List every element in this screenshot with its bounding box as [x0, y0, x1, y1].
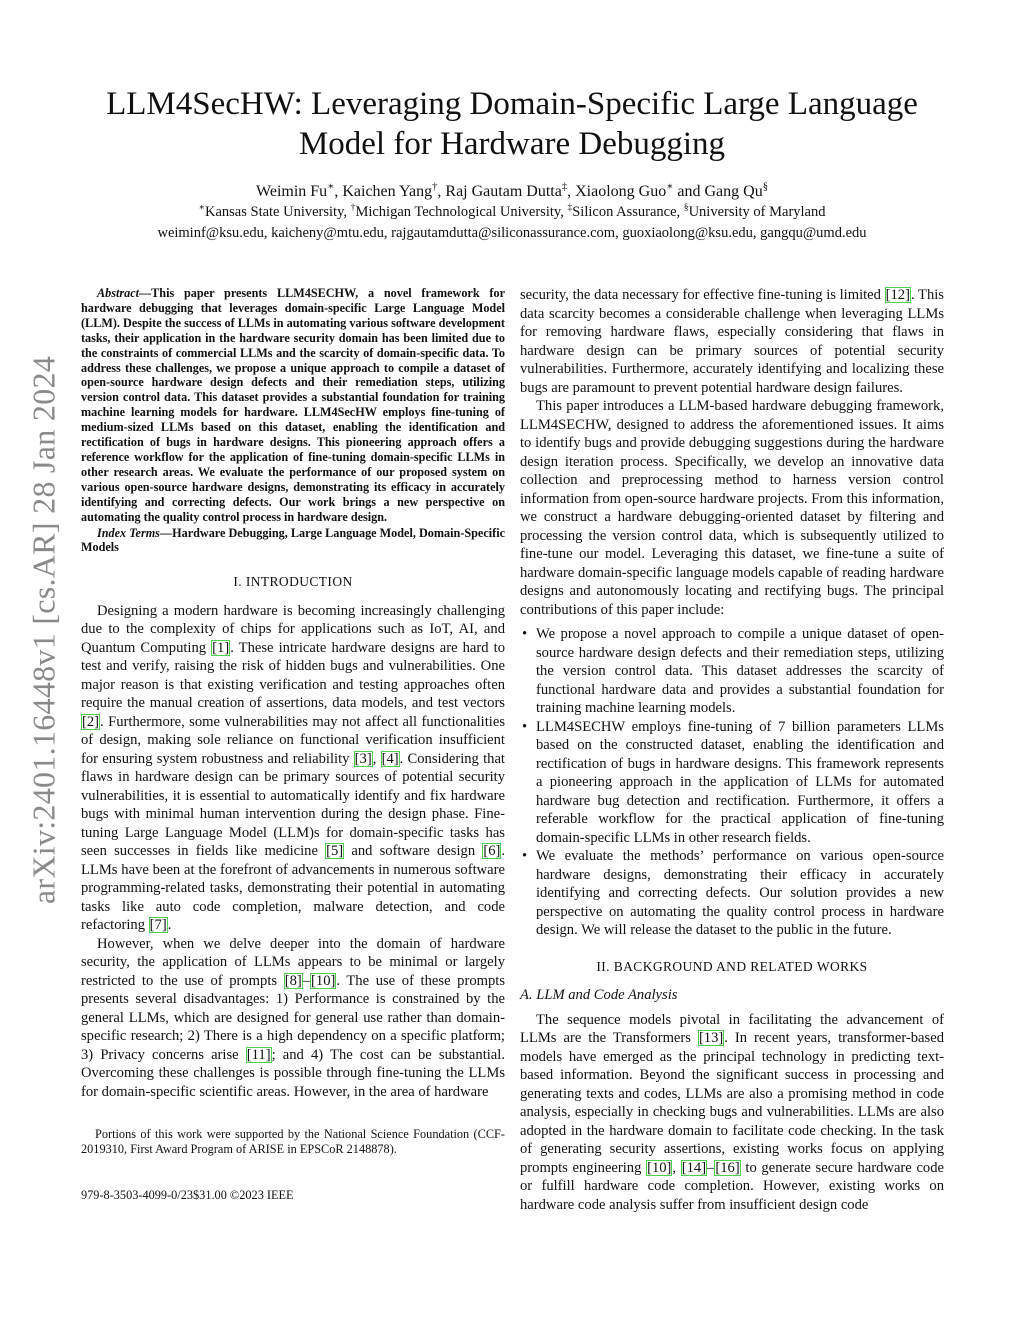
affiliations — [80, 203, 944, 222]
citation-link[interactable]: [13] — [698, 1030, 724, 1046]
text: security, the data necessary for effective fine-tuning is limited — [520, 287, 885, 303]
right-paragraph-1 — [520, 286, 944, 397]
text: . This data scarcity becomes a considerable challenge when leveraging LLMs for removing hardware flaws, especially considering that flaws in hardware design can be primary sources of potential security vulnerabilities. Furthermore, accurately identifying and localizing these bugs are paramount to prevent potential hardware design failures. — [520, 287, 944, 396]
framework-name: LLM4S — [276, 286, 318, 300]
citation-link[interactable]: [7] — [149, 917, 167, 934]
text: . LLMs have been at the forefront of advancements in numerous software programming-related tasks, demonstrating their potential in automating tasks like auto code completion, malware detection, and code refactoring — [81, 843, 506, 934]
text: , designed to address the aforementioned issues. It aims to identify bugs and provide debugging suggestions during the hardware design iteration process. Specifically, we develop an innovative data collection and preprocessing method to harness version control information from open-source hardware projects. From this information, we construct a hardware debugging-oriented dataset by filtering and processing the version control data, which is subsequently utilized to fine-tune our model. Leveraging this dataset, we fine-tune a suite of hardware domain-specific language models capable of reading hardware designs and autonomously locating and rectifying bugs. The principal contributions of this paper include: — [520, 416, 944, 618]
citation-link[interactable]: [5] — [326, 843, 344, 860]
section-title: W — [816, 958, 830, 974]
contribution-item — [520, 625, 944, 718]
bullet-marker: • — [522, 626, 528, 642]
section-number: II. — [596, 958, 614, 974]
author-4: , Xiaolong Guo — [567, 183, 667, 200]
citation-link[interactable]: [10] — [647, 1159, 672, 1176]
framework-name: LLM4S — [536, 718, 583, 735]
contribution-item — [520, 718, 944, 848]
title-line-1: LLM4SecHW: Leveraging Domain-Specific Large Language — [106, 86, 918, 122]
affil-text: University of Maryland — [688, 204, 826, 220]
citation-link[interactable]: [10] — [311, 972, 336, 989]
text: to generate secure hardware code or fulfill hardware code completion. However, existing works on hardware code analysis suffer from insufficient design code — [520, 1159, 944, 1213]
framework-name: HW — [584, 416, 608, 433]
contribution-list — [520, 625, 944, 940]
citation-link[interactable]: [16] — [715, 1159, 740, 1176]
citation-link[interactable]: [14] — [681, 1159, 707, 1176]
text: . — [167, 917, 172, 934]
section-heading-introduction — [81, 573, 505, 592]
right-column — [520, 286, 944, 1214]
subsection-heading: A. LLM and Code Analysis — [520, 987, 678, 1003]
section-title: I — [245, 574, 251, 590]
intro-paragraph-2 — [81, 935, 505, 1102]
index-terms-label: Index Terms — [97, 525, 160, 540]
text: We evaluate the methods’ performance on various open-source hardware designs, demonstrating their efficacy in accurately identifying and correcting defects. Our solution provides a new perspective on automating the quality control process in hardware design. We will release the dataset to the public in the future. — [536, 848, 944, 938]
author-mark: † — [432, 181, 438, 193]
text: We propose a novel approach to compile a unique dataset of open-source hardware design defects and their remediation steps, utilizing the version control data. This dataset addresses the scarcity of functional hardware data and provides a substantial foundation for training machine learning models. — [536, 626, 944, 716]
author-2: , Kaichen Yang — [334, 183, 433, 200]
author-emails: weiminf@ksu.edu, kaicheny@mtu.edu, rajgautamdutta@siliconassurance.com, guoxiaolong@ksu.edu, gangqu@umd.edu — [157, 225, 867, 241]
text: The sequence models pivotal in facilitating the advancement of LLMs are the Transformers — [520, 1011, 944, 1046]
bullet-marker: • — [522, 848, 528, 864]
bullet-marker: • — [522, 718, 528, 735]
author-1: Weimin Fu — [256, 183, 328, 200]
arxiv-stamp — [14, 270, 74, 990]
section-title: B — [613, 958, 624, 974]
text: . Considering that flaws in hardware design can be primary sources of potential security vulnerabilities, it is essential to automatically identify and fix hardware bugs with minimal human intervention during the design phase. Fine-tuning Large Language Model (LLM)s for domain-specific tasks has seen successes in fields like medicine — [81, 750, 505, 860]
abstract-label: Abstract — [97, 286, 139, 300]
author-3: , Raj Gautam Dutta — [437, 183, 562, 200]
text: . The use of these prompts presents several disadvantages: 1) Performance is constrained by the general LLMs, which are designed for general use rather than domain-specific research; 2) There is a high dependency on a specific platform; 3) Privacy concerns arise — [81, 972, 506, 1063]
right-paragraph-2 — [520, 397, 944, 619]
citation-link[interactable]: [3] — [354, 750, 372, 767]
affil-text: Michigan Technological University, — [355, 204, 568, 220]
framework-name: HW — [334, 286, 356, 300]
section-heading-background — [520, 958, 944, 977]
contribution-item — [520, 847, 944, 940]
author-mark: § — [762, 181, 768, 193]
citation-link[interactable]: [11] — [246, 1046, 271, 1063]
affil-text: Silicon Assurance, — [572, 204, 684, 220]
text: However, when we delve deeper into the domain of hardware security, the application of LLMs appears to be minimal or largely restricted to the use of prompts — [81, 935, 505, 989]
abstract-text: , a novel framework for hardware debugging that leverages domain-specific Large Language Model (LLM). Despite the success of LLMs in automating various software development tasks, their application in the hardware security domain has been limited due to the constraints of commercial LLMs and the scarcity of domain-specific data. To address these challenges, we propose a unique approach to compile a dataset of open-source hardware design defects and their remediation steps, utilizing version control data. This dataset provides a substantial foundation for training machine learning models for hardware. LLM4SecHW employs fine-tuning of medium-sized LLMs based on this dataset, enabling the identification and rectification of bugs in hardware designs. This pioneering approach offers a reference workflow for the application of fine-tuning domain-specific LLMs in other research areas. We evaluate the performance of our proposed system on various open-source hardware designs, demonstrating its efficacy in accurately identifying and correcting defects. Our work brings a new perspective on automating the quality control process in hardware design. — [81, 286, 505, 524]
text: . In recent years, transformer-based models have emerged as the principal technology in predicting text-based information. Beyond the significant success in processing and generating texts and codes, LLMs are also a promising method in code analysis, especially in checking bugs and vulnerabilities. LLMs are also adopted in the hardware domain to facilitate code checking. In the task of generating security assertions, existing works focus on applying prompts engineering — [520, 1030, 944, 1176]
citation-link[interactable]: [1] — [212, 639, 230, 656]
citation-link[interactable]: [12] — [885, 287, 910, 303]
section-title: NTRODUCTION — [250, 574, 353, 590]
section-title: ACKGROUND AND — [623, 958, 751, 974]
copyright-line: 979-8-3503-4099-0/23$31.00 ©2023 IEEE — [81, 1188, 294, 1202]
arxiv-stamp-text: arXiv:2401.16448v1 [cs.AR] 28 Jan 2024 — [25, 355, 62, 905]
citation-link[interactable]: [6] — [483, 843, 501, 860]
title-line-2: Model for Hardware Debugging — [298, 126, 726, 162]
text: – — [707, 1159, 715, 1176]
section-title: R — [750, 958, 760, 974]
right-paragraph-3 — [520, 1011, 944, 1215]
index-terms-text: —Hardware Debugging, Large Language Model, Domain-Specific Models — [81, 525, 505, 555]
author-mark: ∗ — [327, 181, 335, 193]
paper-title — [80, 84, 944, 164]
author-mark: ‡ — [561, 181, 568, 193]
text: , — [672, 1159, 681, 1176]
framework-name: EC — [317, 286, 335, 300]
section-title: ORKS — [829, 958, 868, 974]
text: . These intricate hardware designs are hard to test and verify, raising the risk of hidden bugs and vulnerabilities. One major reason is that existing verification and testing approaches often require the manual creation of assertions, data models, and test vectors — [81, 639, 505, 712]
framework-name: EC — [566, 416, 585, 433]
section-title: ELATED — [759, 958, 817, 974]
text: – — [302, 972, 311, 989]
citation-link[interactable]: [4] — [381, 750, 399, 767]
framework-name: HW — [600, 718, 625, 735]
abstract — [81, 286, 505, 525]
affil-mark: § — [683, 202, 689, 214]
citation-link[interactable]: [8] — [284, 972, 302, 989]
citation-link[interactable]: [2] — [82, 713, 100, 730]
funding-footnote: Portions of this work were supported by the National Science Foundation (CCF-2019310, First Award Program of ARISE in EPSCoR 2148878). — [81, 1127, 505, 1156]
text: Designing a modern hardware is becoming increasingly challenging due to the complexity of chips for applications such as IoT, AI, and Quantum Computing — [81, 602, 505, 656]
text: , — [372, 750, 381, 767]
affil-text: Kansas State University, — [205, 204, 351, 220]
affil-mark: ‡ — [567, 202, 573, 214]
abstract-text: —This paper presents — [138, 286, 277, 300]
intro-paragraph-1 — [81, 602, 505, 935]
framework-name: LLM4S — [520, 416, 567, 433]
author-5: and Gang Qu — [673, 183, 763, 200]
text: ; and 4) The cost can be substantial. Overcoming these challenges is possible through fine-tuning the LLMs for domain-specific scientific areas. However, in the area of hardware — [81, 1046, 505, 1100]
author-mark: ∗ — [666, 181, 674, 193]
affil-mark: † — [350, 202, 356, 214]
text: and software design — [344, 843, 483, 860]
left-column — [81, 286, 505, 1101]
framework-name: EC — [582, 718, 601, 735]
text: employs fine-tuning of 7 billion parameters LLMs based on the constructed dataset, enabling the identification and rectification of bugs in hardware designs. This framework represents a pioneering approach in the application of LLMs for automated hardware bug detection and rectification. Furthermore, it offers a referable workflow for the practical application of fine-tuning domain-specific LLMs in other research fields. — [536, 718, 944, 846]
footnote — [81, 1127, 505, 1157]
index-terms — [81, 526, 505, 556]
section-number: I. — [233, 574, 246, 590]
text: . Furthermore, some vulnerabilities may not affect all functionalities of design, making sole reliance on functional verification insufficient for ensuring system robustness and reliability — [81, 713, 505, 767]
affil-mark: ∗ — [198, 202, 205, 214]
text: This paper introduces a LLM-based hardware debugging framework, — [536, 398, 944, 414]
author-list — [80, 182, 944, 202]
